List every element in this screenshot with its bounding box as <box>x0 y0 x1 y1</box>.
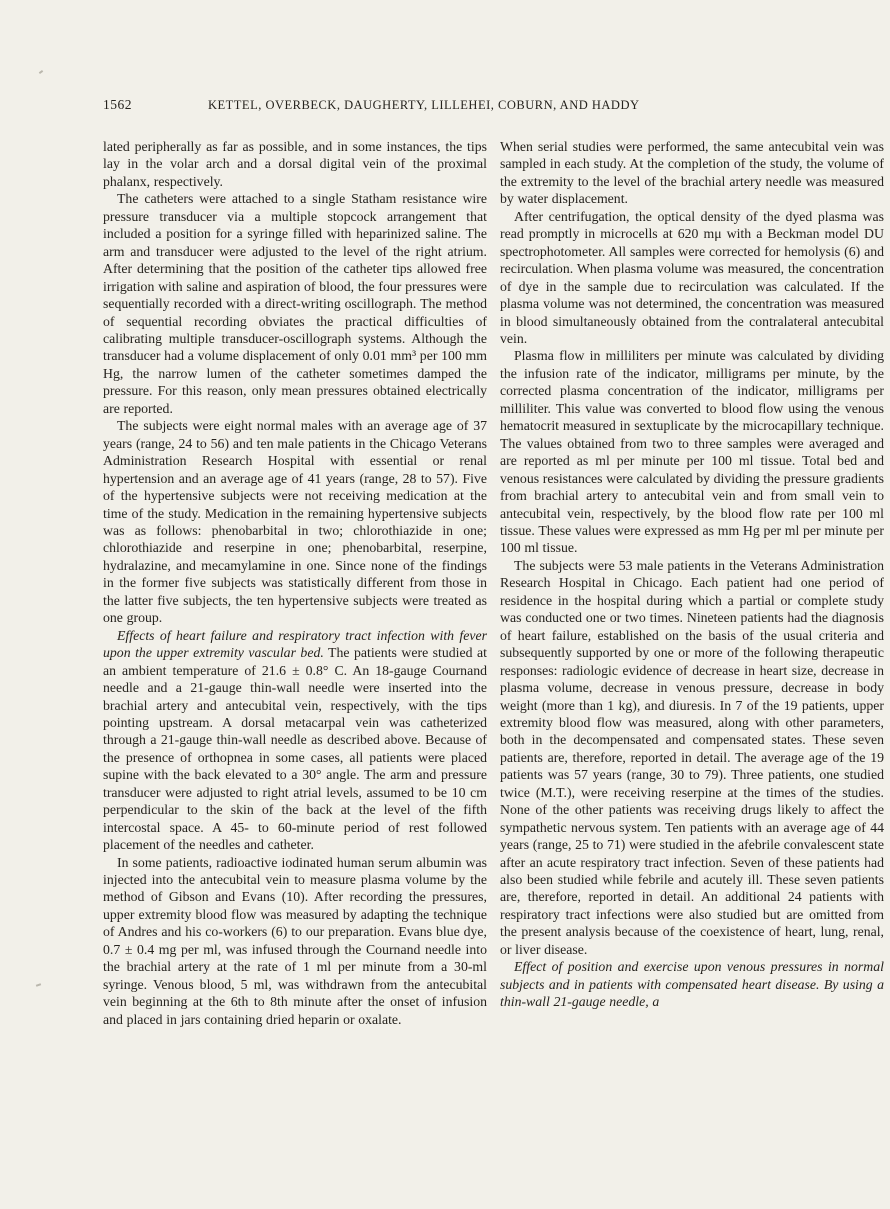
running-head: KETTEL, OVERBECK, DAUGHERTY, LILLEHEI, COBURN, AND HADDY <box>208 98 640 112</box>
paragraph: The subjects were 53 male patients in the Veterans Administration Research Hospital in Chicago. Each patient had one period of residence in the hospital during which a partial or complete study was conducted one or two times. Nineteen patients had the diagnosis of heart failure, established on the basis of the usual criteria and subsequently supported by one or more of the following therapeutic responses: radiologic evidence of decrease in heart size, decrease in plasma volume, decrease in venous pressure, decrease in body weight (more than 1 kg), and diuresis. In 7 of the 19 patients, upper extremity blood flow was measured, along with other parameters, both in the decompensated and compensated states. These seven patients are, therefore, reported in detail. The average age of the 19 patients was 57 years (range, 30 to 79). Three patients, one studied twice (M.T.), were receiving reserpine at the times of the studies. None of the other patients was receiving drugs likely to affect the sympathetic nervous system. Ten patients with an average age of 44 years (range, 25 to 71) were studied in the afebrile convalescent state after an acute respiratory tract infection. Seven of these patients had also been studied while febrile and acutely ill. These seven patients are, therefore, reported in detail. An additional 24 patients with respiratory tract infections were also studied but are omitted from the present analysis because of the coexistence of heart, lung, renal, or liver disease. <box>500 557 884 957</box>
two-column-body <box>103 138 884 1028</box>
page <box>103 97 884 1028</box>
paragraph: The catheters were attached to a single Statham resistance wire pressure transducer via a multiple stopcock arrangement that included a position for a syringe filled with heparinized saline. The arm and transducer were adjusted to the level of the right atrium. After determining that the position of the catheter tips allowed free irrigation with saline and aspiration of blood, the four pressures were sequentially recorded with a direct-writing oscillograph. The method of sequential recording obviates the practical difficulties of calibrating multiple transducer-oscillograph systems. Although the transducer had a volume displacement of only 0.01 mm³ per 100 mm Hg, the narrow lumen of the catheter sometimes damped the pressure. For this reason, only mean pressures obtained electrically are reported. <box>103 191 487 416</box>
paragraph: The subjects were eight normal males with an average age of 37 years (range, 24 to 56) and ten male patients in the Chicago Veterans Administration Research Hospital with essential or renal hypertension and an average age of 41 years (range, 28 to 57). Five of the hypertensive subjects were not receiving medication at the time of the study. Medication in the remaining hypertensive subjects was as follows: phenobarbital in two; chlorothiazide in one; chlorothiazide and reserpine in one; phenobarbital, reserpine, hydralazine, and mecamylamine in one. Since none of the findings in the former five subjects was statistically different from those in the latter five subjects, the ten hypertensive subjects were treated as one group. <box>103 418 487 626</box>
paragraph: After centrifugation, the optical density of the dyed plasma was read promptly in microcells at 620 mμ with a Beckman model DU spectrophotometer. All samples were corrected for hemolysis (6) and recirculation. When plasma volume was measured, the concentration of dye in the sample due to recirculation was calculated. If the plasma volume was not determined, the concentration was measured in blood simultaneously obtained from the contralateral antecubital vein. <box>500 208 884 346</box>
paragraph: In some patients, radioactive iodinated human serum albumin was injected into the antecubital vein to measure plasma volume by the method of Gibson and Evans (10). After recording the pressures, upper extremity blood flow was measured by adapting the technique of Andres and his co-workers (6) to our preparation. Evans blue dye, 0.7 ± 0.4 mg per ml, was infused through the Cournand needle into the brachial artery at the rate of 1 ml per minute from a 30-ml syringe. Venous blood, 5 ml, was withdrawn from the antecubital vein beginning at the 6th to 8th minute after the onset of infusion and placed in jars containing dried heparin or oxalate. <box>103 854 487 1027</box>
paragraph: lated peripherally as far as possible, and in some instances, the tips lay in the volar arch and a dorsal digital vein of the proximal phalanx, respectively. <box>103 139 487 189</box>
paragraph: When serial studies were performed, the same antecubital vein was sampled in each study. At the completion of the study, the volume of the extremity to the level of the brachial artery needle was measured by water displacement. <box>500 139 884 207</box>
paragraph: Plasma flow in milliliters per minute was calculated by dividing the infusion rate of the indicator, milligrams per minute, by the corrected plasma concentration of the indicator, milligrams per milliliter. This value was converted to blood flow using the venous hematocrit measured in sextuplicate by the microcapillary technique. The values obtained from two to three samples were averaged and are reported as ml per minute per 100 ml tissue. Total bed and venous resistances were calculated by dividing the pressure gradients from brachial artery to antecubital vein and from small vein to antecubital vein, respectively, by the blood flow rate per 100 ml tissue. These values were expressed as mm Hg per ml per minute per 100 ml tissue. <box>500 348 884 556</box>
page-number: 1562 <box>103 97 132 112</box>
paragraph: Effect of position and exercise upon venous pressures in normal subjects and in patients with compensated heart disease. By using a thin-wall 21-gauge needle, a <box>500 959 884 1010</box>
right-column <box>500 138 884 1028</box>
scan-artifact <box>36 983 41 987</box>
page-header <box>103 97 884 113</box>
paragraph: Effects of heart failure and respiratory tract infection with fever upon the upper extremity vascular bed. The patients were studied at an ambient temperature of 21.6 ± 0.8° C. An 18-gauge Cournand needle and a 21-gauge thin-wall needle were inserted into the brachial artery and antecubital vein, respectively, with the tips pointing upstream. A dorsal metacarpal vein was catheterized through a 21-gauge thin-wall needle as described above. Because of the presence of orthopnea in some cases, all patients were placed supine with the back elevated to a 30° angle. The arm and pressure transducer were adjusted to right atrial levels, assumed to be 10 cm perpendicular to the skin of the back at the level of the fifth intercostal space. A 45- to 60-minute period of rest followed placement of the needles and catheter. <box>103 627 487 853</box>
left-column <box>103 138 487 1028</box>
scan-artifact <box>39 70 43 74</box>
section-heading: Effects of heart failure and respiratory tract infection with fever upon the upper extremity vascular bed. <box>103 627 487 661</box>
